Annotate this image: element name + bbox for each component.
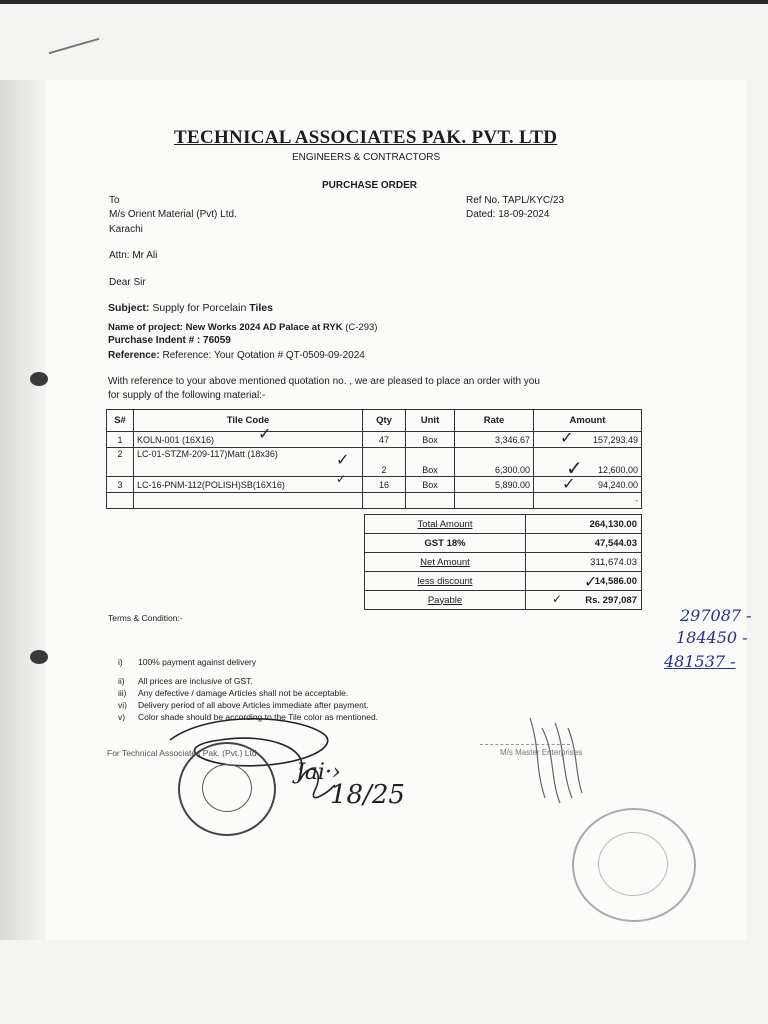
project-code: (C-293): [345, 322, 378, 333]
handwritten-figure-3: 481537 -: [664, 652, 736, 671]
tick-mark-icon: ✓: [566, 458, 583, 480]
ref-number: Ref No. TAPL/KYC/23: [466, 195, 565, 206]
quotation-reference-text: Reference: Your Qotation # QT-0509-09-2024: [162, 350, 365, 361]
pen-mark: [49, 38, 100, 54]
company-name: TECHNICAL ASSOCIATES PAK. PVT. LTD: [174, 127, 558, 148]
row-sn: 2: [107, 448, 134, 477]
subject-label: Subject:: [108, 302, 150, 314]
row-qty: 16: [363, 477, 406, 493]
row-code: LC-16-PNM-112(POLISH)SB(16X16): [134, 477, 363, 493]
tick-mark-icon: ✓: [560, 430, 574, 447]
header-sn: S#: [107, 410, 134, 432]
company-seal-inner: [202, 764, 252, 812]
company-tagline: ENGINEERS & CONTRACTORS: [292, 152, 441, 163]
term-number: vi): [118, 700, 127, 710]
items-table: [106, 409, 642, 509]
totals-table: [364, 514, 642, 610]
payable-value: Rs. 297,087: [526, 591, 642, 610]
blank-cell: [363, 493, 406, 509]
table-row: [107, 448, 642, 477]
recipient-city: Karachi: [109, 224, 143, 235]
company-seal: [178, 742, 276, 836]
handwritten-figure-2: 184450 -: [676, 628, 748, 647]
signatory-right: M/s Master Enterprises: [500, 748, 583, 757]
intro-line-1: With reference to your above mentioned quotation no. , we are pleased to place an order with you: [108, 376, 540, 387]
subject-line: [108, 302, 273, 314]
term-text: Delivery period of all above Articles immediate after payment.: [138, 700, 369, 710]
gst-value: 47,544.03: [526, 534, 642, 553]
tick-mark-icon: ✓: [258, 426, 272, 443]
term-text: All prices are inclusive of GST.: [138, 676, 253, 686]
tick-mark-icon: ✓: [584, 574, 598, 591]
row-amount: 157,293.49: [534, 432, 642, 448]
scan-top-border: [0, 0, 768, 4]
vendor-seal-inner: [598, 832, 668, 896]
discount-row: [365, 572, 642, 591]
payable-label: Payable: [365, 591, 526, 610]
net-value: 311,674.03: [526, 553, 642, 572]
term-item: [118, 700, 369, 710]
subject-bold: Tiles: [249, 302, 273, 314]
term-number: v): [118, 712, 126, 722]
row-amount: 94,240.00: [534, 477, 642, 493]
row-amount: 12,600.00: [534, 448, 642, 477]
subject-text: Supply for Porcelain: [152, 302, 247, 314]
row-unit: Box: [406, 477, 455, 493]
gst-row: [365, 534, 642, 553]
blank-cell: [455, 493, 534, 509]
punch-hole-upper: [30, 372, 48, 386]
blank-cell: [134, 493, 363, 509]
quotation-reference: Reference: Reference: Your Qotation # QT-0509-09-2024: [108, 350, 365, 361]
row-code: KOLN-001 (16X16): [134, 432, 363, 448]
net-label: Net Amount: [365, 553, 526, 572]
row-sn: 3: [107, 477, 134, 493]
tick-mark-icon: ✓: [336, 452, 350, 469]
term-item: [118, 657, 256, 667]
signature-scribble-right: [520, 708, 590, 808]
tick-mark-icon: ✓: [336, 472, 347, 486]
term-item: [118, 688, 348, 698]
row-rate: 5,890.00: [455, 477, 534, 493]
terms-title: Terms & Condition:-: [108, 613, 183, 623]
row-qty: 47: [363, 432, 406, 448]
scan-left-edge: [0, 80, 46, 940]
total-label: Total Amount: [365, 515, 526, 534]
header-rate: Rate: [455, 410, 534, 432]
net-row: [365, 553, 642, 572]
header-unit: Unit: [406, 410, 455, 432]
row-rate: 6,300.00: [455, 448, 534, 477]
term-number: ii): [118, 676, 125, 686]
handwritten-figure-1: 297087 -: [680, 606, 752, 625]
term-number: iii): [118, 688, 127, 698]
total-row: [365, 515, 642, 534]
total-value: 264,130.00: [526, 515, 642, 534]
header-tile-code: Tile Code: [134, 410, 363, 432]
row-unit: Box: [406, 432, 455, 448]
blank-row-amount: -: [534, 493, 642, 509]
blank-cell: [107, 493, 134, 509]
term-text: 100% payment against delivery: [138, 657, 257, 667]
to-label: To: [109, 195, 120, 206]
gst-label: GST 18%: [365, 534, 526, 553]
term-text: Any defective / damage Articles shall not be acceptable.: [138, 688, 349, 698]
term-item: [118, 676, 253, 686]
attention-line: Attn: Mr Ali: [109, 250, 158, 261]
payable-row: [365, 591, 642, 610]
tick-mark-icon: ✓: [562, 476, 576, 493]
intro-line-2: for supply of the following material:-: [108, 390, 266, 401]
vendor-seal: [572, 808, 696, 922]
row-sn: 1: [107, 432, 134, 448]
document-title: PURCHASE ORDER: [322, 180, 418, 191]
purchase-indent: Purchase Indent # : 76059: [108, 335, 231, 346]
row-unit: Box: [406, 448, 455, 477]
recipient-name: M/s Orient Material (Pvt) Ltd.: [109, 209, 237, 220]
signatory-left: For Technical Associates Pak. (Pvt.) Ltd: [107, 748, 257, 758]
order-date: Dated: 18-09-2024: [466, 209, 550, 220]
handwritten-date: 18/25: [330, 780, 405, 810]
tick-mark-icon: ✓: [552, 592, 563, 606]
row-code: LC-01-STZM-209-117)Matt (18x36): [134, 448, 363, 477]
blank-cell: [406, 493, 455, 509]
row-qty: 2: [363, 448, 406, 477]
salutation: Dear Sir: [109, 277, 146, 288]
term-number: i): [118, 657, 123, 667]
handwritten-initials: Jai·›: [296, 760, 341, 785]
punch-hole-lower: [30, 650, 48, 664]
discount-label: less discount: [365, 572, 526, 591]
header-qty: Qty: [363, 410, 406, 432]
project-line: [108, 322, 377, 333]
header-amount: Amount: [534, 410, 642, 432]
term-text: Color shade should be according to the Tile color as mentioned.: [138, 712, 379, 722]
project-name: Name of project: New Works 2024 AD Palace at RYK: [108, 322, 343, 333]
table-row-blank: [107, 493, 642, 509]
discount-value: 14,586.00: [526, 572, 642, 591]
row-rate: 3,346.67: [455, 432, 534, 448]
